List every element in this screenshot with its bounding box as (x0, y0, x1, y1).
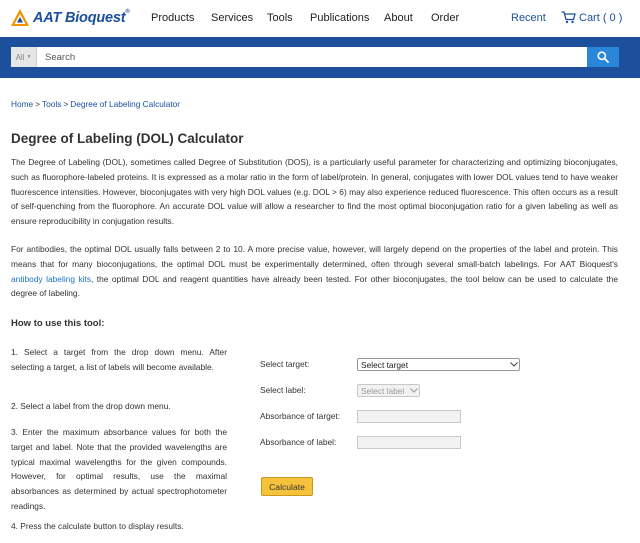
absorbance-target-label: Absorbance of target: (260, 411, 341, 421)
cart-link[interactable] (561, 11, 622, 24)
search-scope-select[interactable] (11, 47, 37, 67)
antibody-labeling-kits-link[interactable]: antibody labeling kits (11, 273, 92, 284)
recent-link[interactable]: Recent (511, 12, 546, 24)
target-select[interactable] (357, 358, 520, 371)
target-label: Select target: (260, 359, 310, 369)
nav-tools[interactable]: Tools (267, 12, 293, 24)
label-select[interactable] (357, 384, 420, 397)
chevron-down-icon (409, 388, 419, 393)
search-scope-value: All (15, 52, 25, 62)
step-4: 4. Press the calculate button to display results. (11, 521, 184, 531)
absorbance-label-input[interactable] (357, 436, 461, 449)
howto-title: How to use this tool: (11, 318, 105, 329)
label-select-value: Select label (361, 385, 405, 396)
absorbance-label-label: Absorbance of label: (260, 437, 337, 447)
breadcrumb-home[interactable]: Home (11, 99, 34, 109)
brand-logo[interactable] (10, 8, 130, 28)
search-bar (0, 37, 640, 78)
top-navigation (0, 0, 640, 37)
label-label: Select label: (260, 385, 306, 395)
intro-paragraph: The Degree of Labeling (DOL), sometimes called Degree of Substitution (DOS), is a particularly useful parameter for characterizing and optimizing bioconjugates, such as fluorophore-labeled proteins. It is expressed as a molar ratio in the form of label/protein. In general, conjugates with lower DOL values tend to have weaker fluorescence intensities. However, bioconjugates with very high DOL values (e.g. DOL > 6) may also experience reduced fluorescence. This often occurs as a result of self-quenching from the fluorophore. An accurate DOL value will allow a researcher to find the most optimal bioconjugation ratio for a given labeling as well as ensure reproducibility in conjugation results. (11, 157, 618, 227)
caret-down-icon: ▼ (26, 54, 32, 60)
step-2: 2. Select a label from the drop down menu. (11, 401, 171, 411)
chevron-down-icon (509, 362, 519, 367)
breadcrumb: Home > Tools > Degree of Labeling Calculator (11, 99, 181, 109)
antibody-paragraph: For antibodies, the optimal DOL usually falls between 2 to 10. A more precise value, however, will largely depend on the properties of the label and protein. This means that for many bioconjugations, the optimal DOL must be experimentally determined, often through several small-batch labelings. For AAT Bioquest's antibody labeling kits, the optimal DOL and reagent quantities have already been tested. For other bioconjugates, the tool below can be used to calculate the degree of labeling. (11, 244, 618, 299)
nav-publications[interactable]: Publications (310, 12, 370, 24)
cart-label: Cart ( 0 ) (579, 11, 623, 24)
search-input[interactable] (37, 47, 587, 67)
calculate-button[interactable]: Calculate (261, 477, 313, 496)
brand-name: AAT Bioquest® (33, 9, 130, 26)
search-icon (597, 51, 609, 63)
search-button[interactable] (587, 47, 619, 67)
nav-about[interactable]: About (384, 12, 413, 24)
cart-icon (561, 11, 576, 24)
step-1: 1. Select a target from the drop down menu. After selecting a target, a list of labels will become available. (11, 347, 227, 372)
page-title: Degree of Labeling (DOL) Calculator (11, 131, 244, 146)
nav-order[interactable]: Order (431, 12, 460, 24)
nav-products[interactable]: Products (151, 12, 195, 24)
step-3: 3. Enter the maximum absorbance values for both the target and label. Note that the provided wavelengths are typical maximal wavelengths for the given compounds. However, for optimal results, use the maximal absorbances as determined by actual spectrophotometer readings. (11, 427, 227, 511)
breadcrumb-current[interactable]: Degree of Labeling Calculator (70, 99, 181, 109)
target-select-value: Select target (361, 359, 409, 370)
aat-logo-icon (10, 8, 30, 28)
search-box (11, 47, 619, 67)
breadcrumb-tools[interactable]: Tools (42, 99, 62, 109)
absorbance-target-input[interactable] (357, 410, 461, 423)
nav-services[interactable]: Services (211, 12, 254, 24)
